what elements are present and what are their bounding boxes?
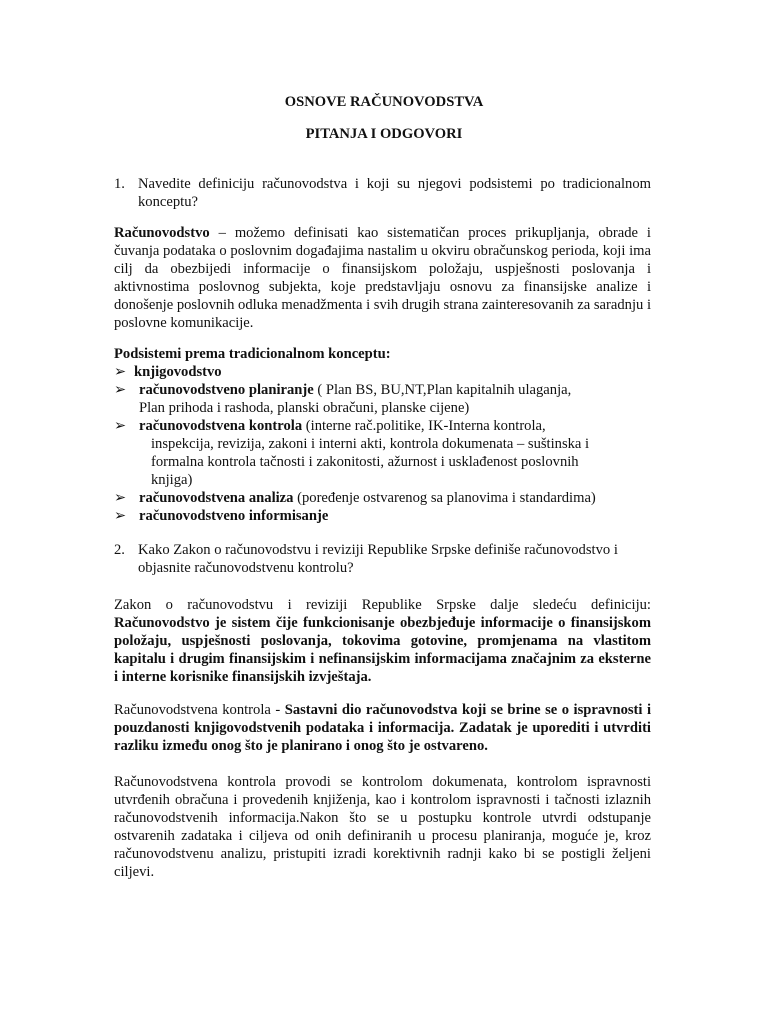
answer-1-term: Računovodstvo: [114, 225, 210, 241]
list-item-text: (interne rač.politike, IK-Interna kontrola,: [302, 418, 546, 434]
bullet-arrow-icon: ➢: [114, 490, 127, 506]
answer-3-intro: Računovodstvena kontrola -: [114, 702, 285, 718]
answer-3-paragraph: [114, 701, 651, 755]
question-1-number: 1.: [114, 176, 125, 192]
list-item-text: (poređenje ostvarenog sa planovima i standardima): [293, 490, 596, 506]
answer-1-text: – možemo definisati kao sistematičan proces prikupljanja, obrade i čuvanja podataka o poslovnim događajima nastalim u okviru obračunskog perioda, koji ima cilj da obezbijedi informacije o finansijskom položaju, uspješnosti poslovanja i aktivnostima poslovnog subjekta, koje predstavljaju osnovu za finansijske analize i donošenje poslovnih odluka menadžmenta i svih drugih strana zainteresovanih za saradnju i poslovne komunikacije.: [114, 225, 651, 331]
list-item-continuation: formalna kontrola tačnosti i zakonitosti, ažurnost i usklađenost poslovnih: [151, 454, 579, 470]
document-subtitle: PITANJA I ODGOVORI: [305, 126, 463, 142]
answer-2-definition: Računovodstvo je sistem čije funkcionisanje obezbjeđuje informacije o finansijskom položaju, uspješnosti poslovanja, tokovima gotovine, promjenama na vlastitom kapitalu i drugim finansijskim i nefinansijskim informacijama značajnim za eksterne i interne korisnike finansijskih izvještaja.: [114, 615, 651, 685]
list-item-continuation: knjiga): [151, 472, 193, 488]
question-2-line-2: objasnite računovodstvenu kontrolu?: [138, 560, 354, 576]
bullet-arrow-icon: ➢: [114, 418, 127, 434]
answer-4-paragraph: Računovodstvena kontrola provodi se kontrolom dokumenata, kontrolom ispravnosti utvrđenih obračuna i provedenih knjiženja, kao i kontrolom ispravnosti i tačnosti izlaznih računovodstvenih informacija.Nakon što se u postupku kontrole utvrdi odstupanje ostvarenih zadataka i ciljeva od onih definiranih u procesu planiranja, moguće je, kroz računovodstvenu analizu, pristupiti izradi korektivnih radnji kako bi se postigli željeni ciljevi.: [114, 774, 651, 880]
question-1-text: Navedite definiciju računovodstva i koji su njegovi podsistemi po tradicionalnom konceptu?: [138, 176, 651, 210]
bullet-arrow-icon: ➢: [114, 382, 127, 398]
answer-1-paragraph: [114, 224, 651, 332]
answer-2-paragraph: [114, 596, 651, 686]
answer-3-definition: Sastavni dio računovodstva koji se brine se o ispravnosti i pouzdanosti knjigovodstvenih podataka i informacija. Zadatak je uporediti i utvrditi razliku između onog što je planirano i onog što je ostvareno.: [114, 702, 651, 754]
subsystems-heading: Podsistemi prema tradicionalnom konceptu:: [114, 346, 391, 362]
answer-2-intro: Zakon o računovodstvu i reviziji Republike Srpske dalje sledeću definiciju:: [114, 597, 651, 613]
list-item-term: računovodstveno informisanje: [139, 508, 329, 524]
question-2-number: 2.: [114, 542, 125, 558]
bullet-arrow-icon: ➢: [114, 508, 127, 524]
document-title: OSNOVE RAČUNOVODSTVA: [284, 94, 484, 110]
list-item-continuation: inspekcija, revizija, zakoni i interni akti, kontrola dokumenata – suštinska i: [151, 436, 590, 452]
list-item-term: računovodstvena analiza: [139, 490, 294, 506]
list-item-term: računovodstvena kontrola: [139, 418, 303, 434]
list-item-text: ( Plan BS, BU,NT,Plan kapitalnih ulaganja,: [313, 382, 572, 398]
question-2-line-1: Kako Zakon o računovodstvu i reviziji Republike Srpske definiše računovodstvo i: [138, 542, 618, 558]
list-item-continuation: Plan prihoda i rashoda, planski obračuni, planske cijene): [139, 400, 470, 416]
list-item-term: knjigovodstvo: [134, 364, 222, 380]
bullet-arrow-icon: ➢: [114, 364, 127, 380]
list-item-term: računovodstveno planiranje: [139, 382, 314, 398]
